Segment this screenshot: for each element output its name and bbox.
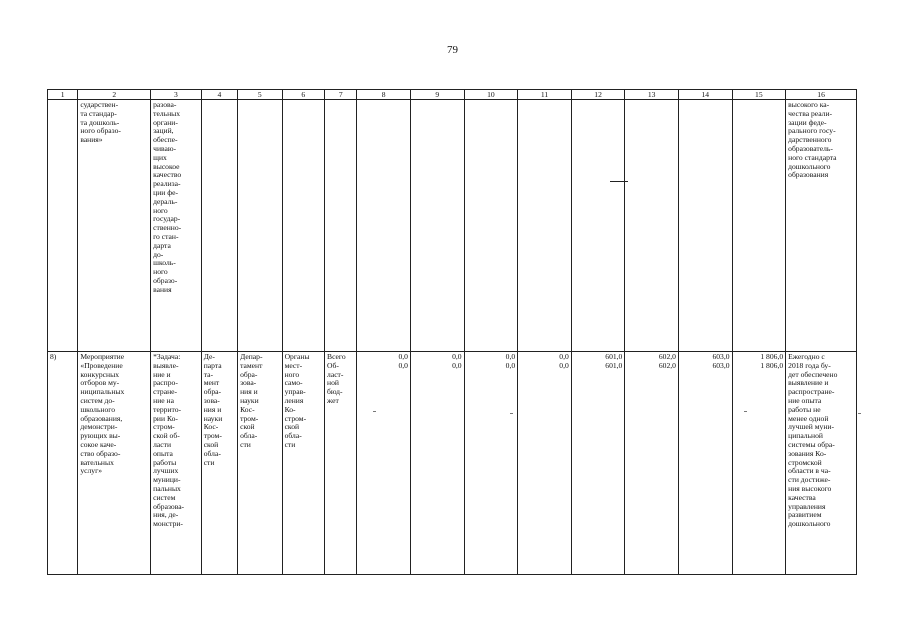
column-number-6: 6 [282, 90, 324, 100]
column-number-12: 12 [571, 90, 625, 100]
text-line: рального госу- [788, 126, 836, 136]
value-cell-9: 0,0 0,0 [410, 352, 464, 575]
row8-col5-cell [238, 352, 282, 575]
text-line: развитием [788, 510, 822, 520]
text-line: образователь- [788, 143, 833, 153]
text-line: ласти [153, 439, 172, 449]
text-line: сти достиже- [788, 475, 831, 485]
continued-col16-cell [786, 100, 857, 352]
text-line: сти [203, 457, 215, 467]
text-line: менее одной [788, 413, 829, 423]
text-line: высокого ка- [788, 100, 830, 109]
column-number-13: 13 [625, 90, 679, 100]
text-line: обеспе- [153, 135, 178, 145]
column-number-10: 10 [464, 90, 518, 100]
column-number-3: 3 [151, 90, 202, 100]
column-number-16: 16 [786, 90, 857, 100]
column-number-8: 8 [357, 90, 411, 100]
scan-speck [373, 411, 376, 412]
text-line: зова- [203, 395, 220, 405]
text-line: ного [153, 267, 168, 277]
text-line: Мероприятие [80, 352, 125, 361]
text-line: услуг» [80, 466, 102, 476]
text-line: тельных [153, 108, 181, 118]
text-line: науки [240, 395, 259, 405]
column-number-1: 1 [48, 90, 78, 100]
text-line: распро- [153, 378, 178, 388]
text-line: обла- [284, 431, 302, 441]
text-line: террито- [153, 404, 182, 414]
value-cell-8: 0,0 0,0 [357, 352, 411, 575]
column-number-5: 5 [238, 90, 282, 100]
text-line: та стандар- [80, 108, 117, 118]
text-line: обла- [240, 431, 258, 441]
text-line: сокое каче- [80, 439, 117, 449]
text-line: вания [153, 284, 172, 294]
text-line: органи- [153, 117, 178, 127]
text-line: ципальной [788, 431, 823, 441]
text-line: образо- [153, 275, 178, 285]
value-cell-13: 602,0 602,0 [625, 352, 679, 575]
text-line: ции фе- [153, 187, 179, 197]
text-line: реализа- [153, 179, 181, 189]
text-line: управ- [284, 387, 306, 397]
text-line: Депар- [240, 352, 263, 361]
text-line: рии Ко- [153, 413, 178, 423]
text-line: стране- [153, 387, 178, 397]
stray-dash-mark [610, 181, 628, 182]
text-line: Органы [284, 352, 310, 361]
text-line: обла- [203, 448, 221, 458]
text-line: образова- [153, 501, 185, 511]
text-line: опыта [153, 448, 173, 458]
row8-measure-cell [78, 352, 151, 575]
text-line: Де- [203, 352, 215, 361]
text-line: мест- [284, 360, 303, 370]
text-line: дераль- [153, 196, 178, 206]
row8-task-cell [151, 352, 202, 575]
text-line: зации феде- [788, 117, 827, 127]
text-line: работы [153, 457, 177, 467]
text-line: ние опыта [788, 395, 822, 405]
row8-col7-cell [325, 352, 357, 575]
text-line: ления [284, 395, 304, 405]
text-line: образования, [80, 413, 123, 423]
text-line: обра- [203, 387, 222, 397]
text-line: распростране- [788, 387, 835, 397]
text-line: монстри- [153, 519, 183, 529]
value-cell-14: 603,0 603,0 [678, 352, 732, 575]
value-cell-12: 601,0 601,0 [571, 352, 625, 575]
text-line: дошкольного [788, 519, 831, 529]
text-line: само- [284, 378, 303, 388]
text-line: ного стандарта [788, 152, 837, 162]
text-line: ного образо- [80, 126, 121, 136]
text-line: Кос- [203, 422, 219, 432]
text-line: Ко- [284, 404, 296, 414]
text-line: тром- [203, 431, 222, 441]
text-line: до- [153, 249, 164, 259]
text-line: образования [788, 170, 829, 180]
text-line: вательных [80, 457, 114, 467]
page-number: 79 [447, 44, 458, 56]
text-line: та дошколь- [80, 117, 120, 127]
text-line: школь- [153, 258, 176, 268]
text-line: лучшей муни- [788, 422, 834, 432]
column-number-11: 11 [518, 90, 572, 100]
value-cell-11: 0,0 0,0 [518, 352, 572, 575]
text-line: Об- [327, 360, 339, 370]
text-line: го стан- [153, 231, 179, 241]
text-line: работы не [788, 404, 821, 414]
text-line: ния, де- [153, 510, 179, 520]
text-line: конкурсных [80, 369, 120, 379]
continued-row [48, 100, 857, 352]
text-line: лучших [153, 466, 179, 476]
column-number-7: 7 [325, 90, 357, 100]
text-line: государ- [153, 214, 181, 224]
text-line: систем [153, 492, 176, 502]
text-line: ской [203, 439, 219, 449]
text-line: ство образо- [80, 448, 121, 458]
text-line: ния и [240, 387, 258, 397]
text-line: пальных [153, 483, 181, 493]
column-number-2: 2 [78, 90, 151, 100]
text-line: ния высокого [788, 483, 832, 493]
text-line: чиваю- [153, 143, 177, 153]
text-line: школьного [80, 404, 116, 414]
text-line: зования Ко- [788, 448, 827, 458]
continued-col2-cell [78, 100, 151, 352]
column-number-14: 14 [678, 90, 732, 100]
text-line: ного [284, 369, 300, 379]
text-line: тамент [240, 360, 263, 370]
text-line: сти [284, 439, 296, 449]
text-line: Всего [327, 352, 346, 361]
row-8 [48, 352, 857, 575]
text-line: ниципальных [80, 387, 125, 397]
text-line: ного [153, 205, 168, 215]
text-line: стромской [788, 457, 822, 467]
text-line: ние на [153, 395, 174, 405]
text-line: бюд- [327, 387, 343, 397]
text-line: «Проведение [80, 360, 123, 370]
text-line: ской [240, 422, 255, 432]
continued-col3-cell [151, 100, 202, 352]
text-line: ной [327, 378, 339, 388]
text-line: Ежегодно с [788, 352, 825, 361]
scan-speck [510, 413, 513, 414]
text-line: демонстри- [80, 422, 118, 432]
text-line: качество [153, 170, 182, 180]
text-line: ние и [153, 369, 171, 379]
text-line: щих [153, 152, 167, 162]
text-line: отборов му- [80, 378, 120, 388]
value-cell-10: 0,0 0,0 [464, 352, 518, 575]
text-line: муници- [153, 475, 181, 485]
text-line: Кос- [240, 404, 255, 414]
text-line: сти [240, 439, 251, 449]
text-line: тром- [240, 413, 259, 423]
text-line: управления [788, 501, 826, 511]
text-line: области в ча- [788, 466, 831, 476]
text-line: *Задача: [153, 352, 181, 361]
text-line: чества реали- [788, 108, 833, 118]
text-line: дет обеспечено [788, 369, 838, 379]
text-line: высокое [153, 161, 180, 171]
text-line: заций, [153, 126, 174, 136]
text-line: обра- [240, 369, 258, 379]
column-number-4: 4 [201, 90, 237, 100]
text-line: сударствен- [80, 100, 119, 109]
row8-col6-cell [282, 352, 324, 575]
text-line: дарта [153, 240, 171, 250]
text-line: выявление и [788, 378, 829, 388]
value-cell-15: 1 806,0 1 806,0 [732, 352, 786, 575]
text-line: системы обра- [788, 439, 835, 449]
text-line: ния и [203, 404, 222, 414]
row-number: 8) [48, 352, 78, 575]
text-line: та- [203, 369, 213, 379]
text-line: рующих вы- [80, 431, 121, 441]
budget-table [47, 89, 857, 575]
text-line: науки [203, 413, 223, 423]
text-line: систем до- [80, 395, 115, 405]
text-line: зова- [240, 378, 257, 388]
text-line: стром- [284, 413, 307, 423]
row8-col4-cell [201, 352, 237, 575]
column-number-9: 9 [410, 90, 464, 100]
text-line: мент [203, 378, 220, 388]
text-line: ственно- [153, 223, 182, 233]
scan-speck [858, 413, 861, 414]
text-line: парта [203, 360, 222, 370]
text-line: жет [327, 395, 339, 405]
text-line: ской об- [153, 431, 180, 441]
text-line: 2018 года бу- [788, 360, 831, 370]
text-line: дарственного [788, 135, 832, 145]
text-line: качества [788, 492, 816, 502]
text-line: ласт- [327, 369, 344, 379]
column-number-row [48, 90, 857, 100]
text-line: разова- [153, 100, 177, 109]
text-line: вания» [80, 135, 103, 145]
text-line: ской [284, 422, 300, 432]
column-number-15: 15 [732, 90, 786, 100]
text-line: выявле- [153, 360, 179, 370]
scan-speck [744, 411, 747, 412]
row8-result-cell [786, 352, 857, 575]
text-line: дошкольного [788, 161, 831, 171]
text-line: стром- [153, 422, 175, 432]
